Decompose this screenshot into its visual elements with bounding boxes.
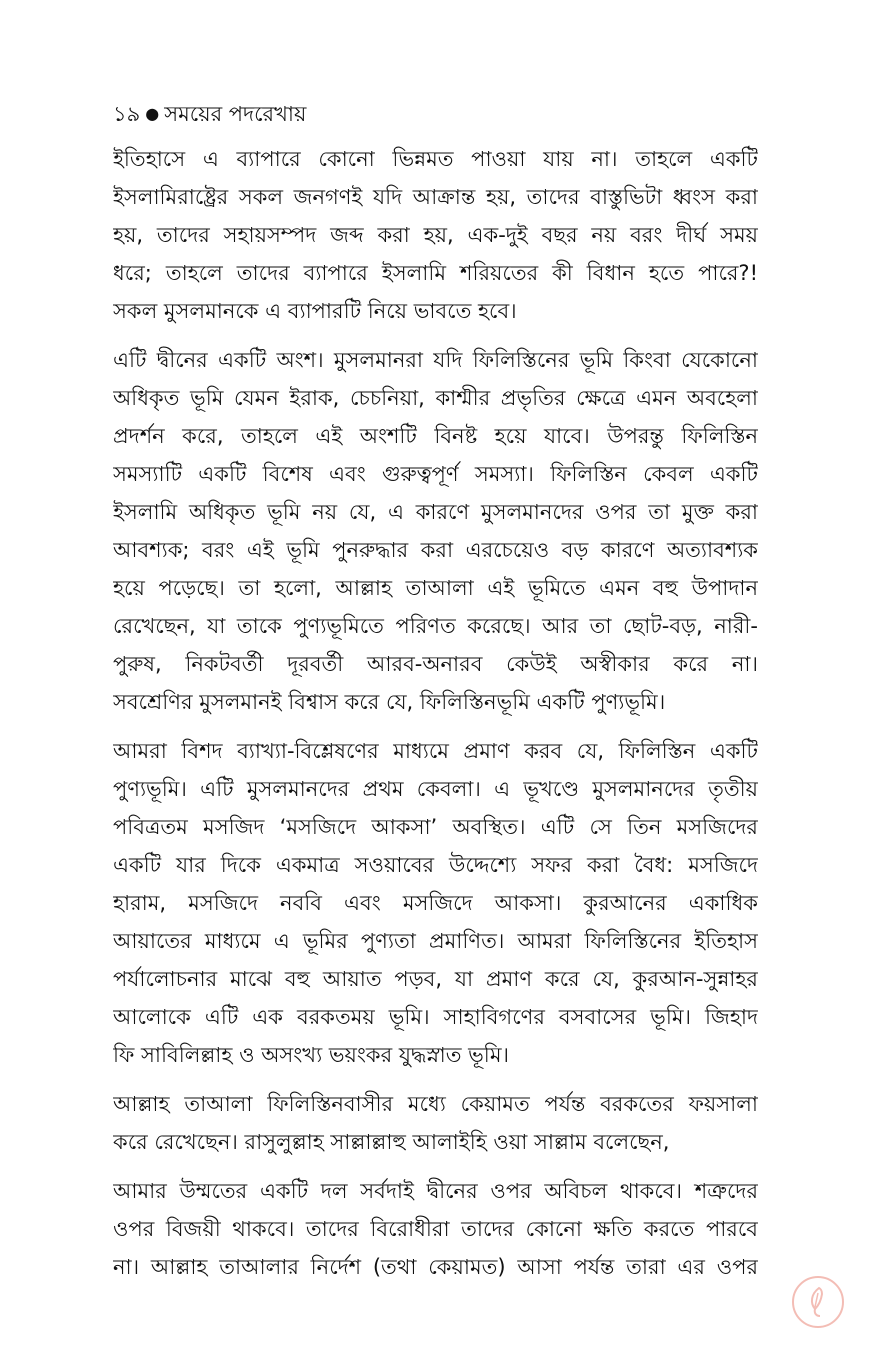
text-line: একটি যার দিকে একমাত্র সওয়াবের উদ্দেশ্যে সফর করা বৈধ: মসজিদে	[113, 853, 758, 877]
text-line: ইসলামিরাষ্ট্রের সকল জনগণই যদি আক্রান্ত হয়, তাদের বাস্তুভিটা ধ্বংস করা	[113, 185, 758, 209]
page-number: ১৯	[113, 102, 141, 126]
running-header	[113, 96, 306, 132]
text-line: ইসলামি অধিকৃত ভূমি নয় যে, এ কারণে মুসলমানদের ওপর তা মুক্ত করা	[113, 500, 758, 524]
text-line: আবশ্যক; বরং এই ভূমি পুনরুদ্ধার করা এরচেয়েও বড় কারণে অত্যাবশ্যক	[113, 538, 758, 562]
text-line: রেখেছেন, যা তাকে পুণ্যভূমিতে পরিণত করেছে। আর তা ছোট-বড়, নারী-	[113, 614, 758, 638]
text-line: পুণ্যভূমি। এটি মুসলমানদের প্রথম কেবলা। এ ভূখণ্ডে মুসলমানদের তৃতীয়	[113, 777, 758, 801]
header-separator: ●	[145, 104, 160, 123]
text-line: ইতিহাসে এ ব্যাপারে কোনো ভিন্নমত পাওয়া যায় না। তাহলে একটি	[113, 147, 758, 171]
text-line: ফি সাবিলিল্লাহ ও অসংখ্য ভয়ংকর যুদ্ধস্নাত ভূমি।	[113, 1043, 509, 1067]
text-line: সকল মুসলমানকে এ ব্যাপারটি নিয়ে ভাবতে হবে।	[113, 299, 517, 323]
text-line: হারাম, মসজিদে নববি এবং মসজিদে আকসা। কুরআনের একাধিক	[113, 891, 758, 915]
text-line: আলোকে এটি এক বরকতময় ভূমি। সাহাবিগণের বসবাসের ভূমি। জিহাদ	[113, 1005, 758, 1029]
text-line: ওপর বিজয়ী থাকবে। তাদের বিরোধীরা তাদের কোনো ক্ষতি করতে পারবে	[113, 1217, 758, 1241]
text-line: হয়, তাদের সহায়সম্পদ জব্দ করা হয়, এক-দুই বছর নয় বরং দীর্ঘ সময়	[113, 223, 758, 247]
paragraph	[113, 732, 758, 1074]
text-line: আমার উম্মতের একটি দল সর্বদাই দ্বীনের ওপর অবিচল থাকবে। শত্রুদের	[113, 1179, 758, 1203]
text-line: পুরুষ, নিকটবর্তী দূরবর্তী আরব-অনারব কেউই অস্বীকার করে না।	[113, 652, 758, 676]
text-line: আল্লাহ তাআলা ফিলিস্তিনবাসীর মধ্যে কেয়ামত পর্যন্ত বরকতের ফয়সালা	[113, 1092, 758, 1116]
text-line: আয়াতের মাধ্যমে এ ভূমির পুণ্যতা প্রমাণিত। আমরা ফিলিস্তিনের ইতিহাস	[113, 929, 758, 953]
body-text	[113, 140, 758, 1297]
paragraph	[113, 1085, 758, 1161]
text-line: এটি দ্বীনের একটি অংশ। মুসলমানরা যদি ফিলিস্তিনের ভূমি কিংবা যেকোনো	[113, 348, 758, 372]
paragraph	[113, 1172, 758, 1286]
paragraph	[113, 341, 758, 721]
feather-quill-logo-icon	[792, 1276, 844, 1328]
text-line: না। আল্লাহ তাআলার নির্দেশ (তথা কেয়ামত) আসা পর্যন্ত তারা এর ওপর	[113, 1255, 758, 1279]
book-title: সময়ের পদরেখায়	[164, 102, 307, 126]
text-line: সবশ্রেণির মুসলমানই বিশ্বাস করে যে, ফিলিস্তিনভূমি একটি পুণ্যভূমি।	[113, 690, 666, 714]
paragraph	[113, 140, 758, 330]
text-line: সমস্যাটি একটি বিশেষ এবং গুরুত্বপূর্ণ সমস্যা। ফিলিস্তিন কেবল একটি	[113, 462, 758, 486]
text-line: পবিত্রতম মসজিদ ‘মসজিদে আকসা’ অবস্থিত। এটি সে তিন মসজিদের	[113, 815, 758, 839]
text-line: ধরে; তাহলে তাদের ব্যাপারে ইসলামি শরিয়তের কী বিধান হতে পারে?!	[113, 261, 758, 285]
text-line: হয়ে পড়েছে। তা হলো, আল্লাহ তাআলা এই ভূমিতে এমন বহু উপাদান	[113, 576, 758, 600]
text-line: করে রেখেছেন। রাসুলুল্লাহ সাল্লাল্লাহু আলাইহি ওয়া সাল্লাম বলেছেন,	[113, 1130, 670, 1154]
text-line: অধিকৃত ভূমি যেমন ইরাক, চেচনিয়া, কাশ্মীর প্রভৃতির ক্ষেত্রে এমন অবহেলা	[113, 386, 758, 410]
text-line: প্রদর্শন করে, তাহলে এই অংশটি বিনষ্ট হয়ে যাবে। উপরন্তু ফিলিস্তিন	[113, 424, 758, 448]
text-line: আমরা বিশদ ব্যাখ্যা-বিশ্লেষণের মাধ্যমে প্রমাণ করব যে, ফিলিস্তিন একটি	[113, 739, 758, 763]
text-line: পর্যালোচনার মাঝে বহু আয়াত পড়ব, যা প্রমাণ করে যে, কুরআন-সুন্নাহর	[113, 967, 758, 991]
